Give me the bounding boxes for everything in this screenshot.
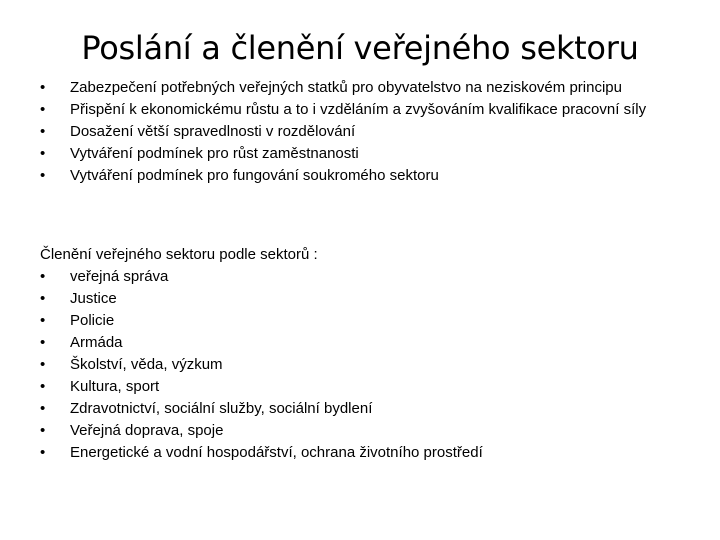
- bullet-icon: •: [40, 378, 46, 395]
- bullet-icon: •: [40, 79, 46, 96]
- list-item: [40, 145, 680, 163]
- list-item-text: Zdravotnictví, sociální služby, sociální bydlení: [70, 400, 373, 417]
- list-item-text: Veřejná doprava, spoje: [70, 422, 224, 439]
- division-list: [40, 268, 680, 466]
- list-item-text: Armáda: [70, 334, 123, 351]
- bullet-icon: •: [40, 290, 46, 307]
- bullet-icon: •: [40, 167, 46, 184]
- list-item-text: Přispění k ekonomickému růstu a to i vzděláním a zvyšováním kvalifikace pracovní síly: [70, 101, 647, 118]
- bullet-icon: •: [40, 268, 46, 285]
- mission-list: [40, 79, 680, 189]
- bullet-icon: •: [40, 356, 46, 373]
- list-item: [40, 167, 680, 185]
- list-item: [40, 101, 680, 119]
- list-item: [40, 312, 680, 330]
- list-item-text: Školství, věda, výzkum: [70, 356, 223, 373]
- bullet-icon: •: [40, 334, 46, 351]
- list-item-text: veřejná správa: [70, 268, 169, 285]
- list-item: [40, 444, 680, 462]
- bullet-icon: •: [40, 123, 46, 140]
- bullet-icon: •: [40, 312, 46, 329]
- bullet-icon: •: [40, 422, 46, 439]
- list-item-text: Zabezpečení potřebných veřejných statků pro obyvatelstvo na neziskovém principu: [70, 79, 622, 96]
- list-item-text: Dosažení větší spravedlnosti v rozdělování: [70, 123, 356, 140]
- list-item-text: Kultura, sport: [70, 378, 160, 395]
- bullet-icon: •: [40, 101, 46, 118]
- slide-title: Poslání a členění veřejného sektoru: [81, 29, 639, 67]
- list-item: [40, 356, 680, 374]
- list-item: [40, 378, 680, 396]
- list-item: [40, 123, 680, 141]
- bullet-icon: •: [40, 145, 46, 162]
- list-item-text: Justice: [70, 290, 117, 307]
- list-item: [40, 268, 680, 286]
- list-item-text: Vytváření podmínek pro fungování soukromého sektoru: [70, 167, 439, 184]
- list-item-text: Energetické a vodní hospodářství, ochrana životního prostředí: [70, 444, 483, 461]
- list-item: [40, 422, 680, 440]
- list-item: [40, 290, 680, 308]
- list-item: [40, 334, 680, 352]
- list-item: [40, 79, 680, 97]
- bullet-icon: •: [40, 400, 46, 417]
- list-item-text: Policie: [70, 312, 115, 329]
- list-item-text: Vytváření podmínek pro růst zaměstnanosti: [70, 145, 359, 162]
- list-item: [40, 400, 680, 418]
- bullet-icon: •: [40, 444, 46, 461]
- division-heading: Členění veřejného sektoru podle sektorů :: [40, 246, 318, 263]
